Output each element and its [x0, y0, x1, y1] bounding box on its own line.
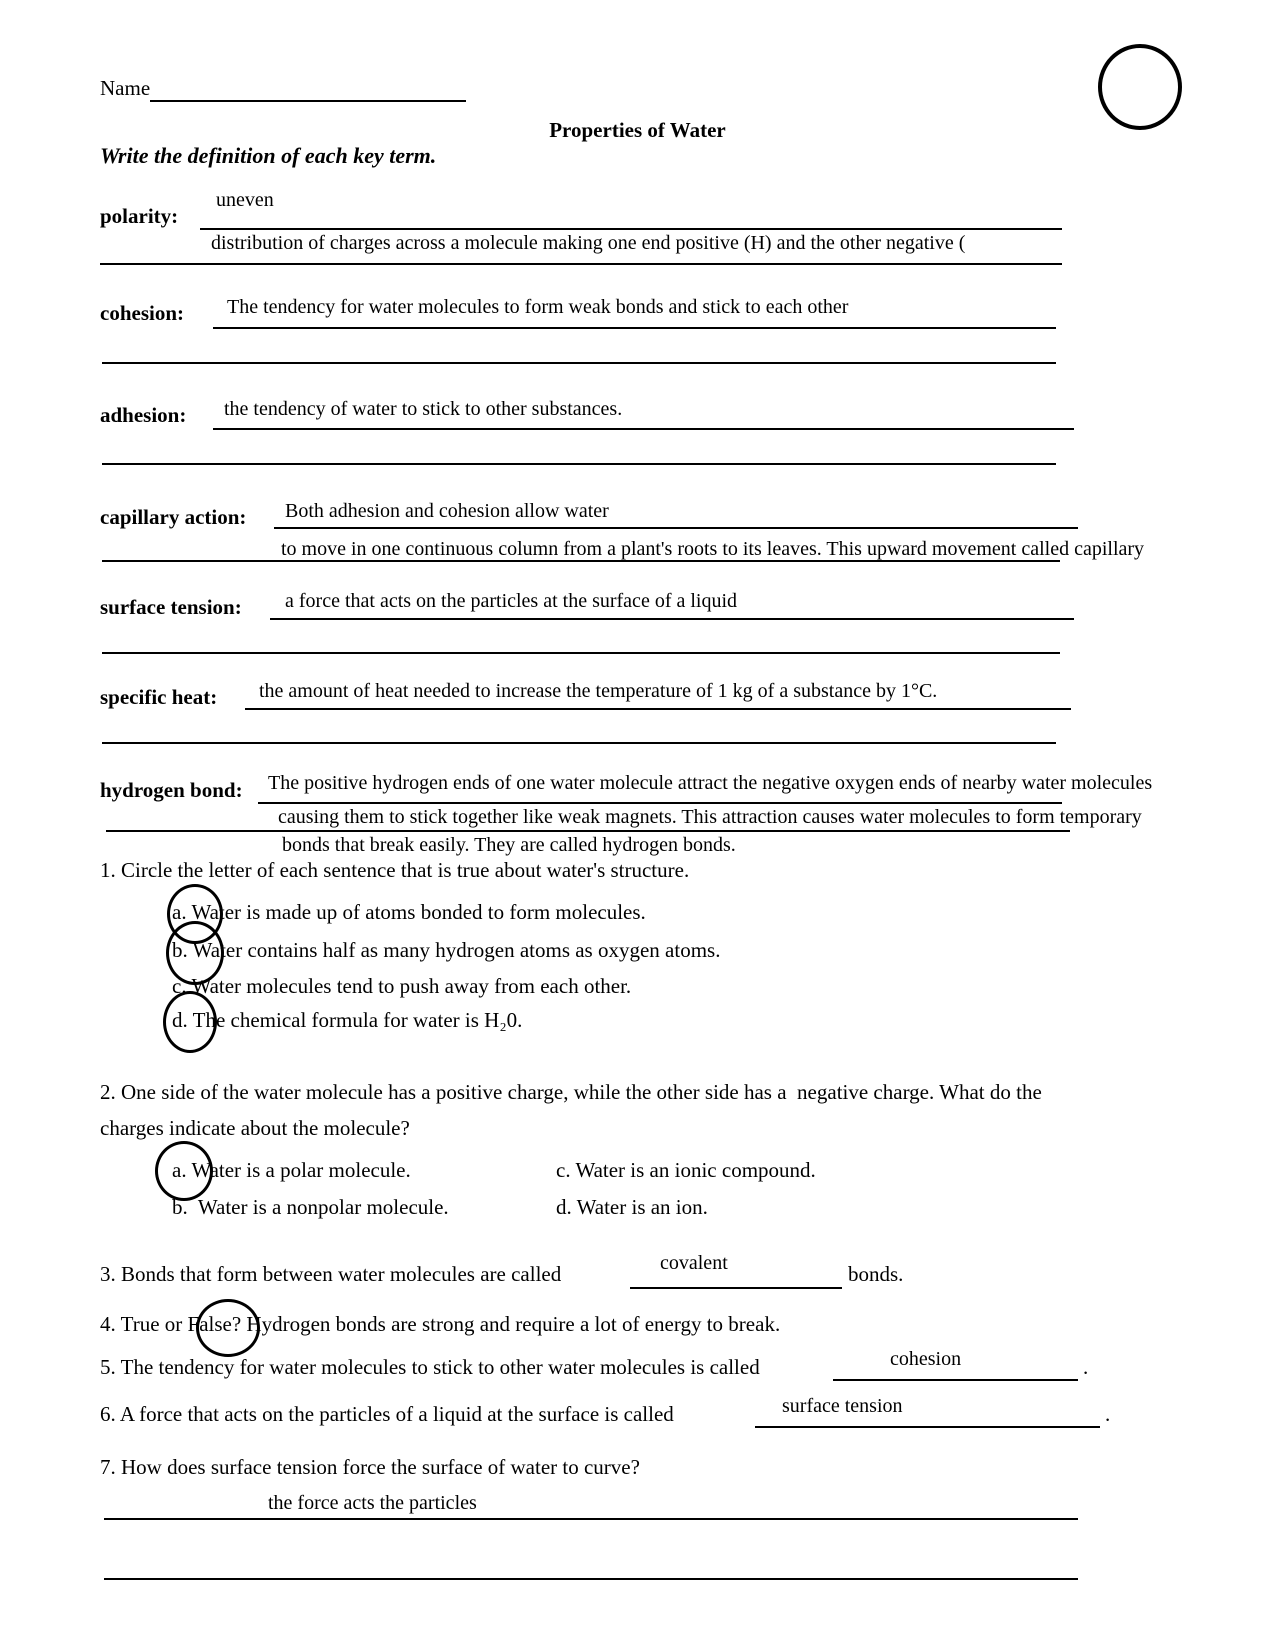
answer-specific-heat: the amount of heat needed to increase the temperature of 1 kg of a substance by 1°C.	[259, 680, 938, 702]
q2-option-d: d. Water is an ion.	[556, 1195, 708, 1219]
answer-line	[100, 263, 1062, 265]
answer-hydrogen-line3: bonds that break easily. They are called hydrogen bonds.	[282, 834, 736, 856]
answer-line	[102, 560, 1060, 562]
term-label-surface-tension: surface tension:	[100, 595, 242, 619]
answer-line	[102, 362, 1056, 364]
q1-option-a: a. Water is made up of atoms bonded to form molecules.	[172, 900, 646, 924]
term-label-capillary-action: capillary action:	[100, 505, 247, 529]
answer-circle-q2a	[155, 1141, 213, 1201]
answer-line	[274, 527, 1078, 529]
answer-line	[200, 228, 1062, 230]
instruction-text: Write the definition of each key term.	[100, 143, 437, 168]
answer-circle-q1d	[163, 991, 217, 1053]
answer-circle-q4-false	[196, 1299, 260, 1357]
answer-line	[102, 652, 1060, 654]
page-title: Properties of Water	[549, 118, 726, 142]
answer-line	[630, 1287, 842, 1289]
answer-line	[106, 830, 1070, 832]
question-4-text: 4. True or False? Hydrogen bonds are strong and require a lot of energy to break.	[100, 1312, 781, 1336]
term-label-cohesion: cohesion:	[100, 301, 184, 325]
answer-polarity-line1: uneven	[216, 189, 274, 211]
q1-option-c: c. Water molecules tend to push away from each other.	[172, 974, 632, 998]
q3-suffix: bonds.	[848, 1262, 904, 1286]
answer-circle-q1b	[166, 921, 224, 985]
name-label: Name	[100, 76, 151, 100]
answer-capillary-line1: Both adhesion and cohesion allow water	[285, 500, 609, 522]
answer-line	[245, 708, 1071, 710]
answer-line	[270, 618, 1074, 620]
answer-line	[104, 1578, 1078, 1580]
question-1-text: 1. Circle the letter of each sentence that is true about water's structure.	[100, 858, 690, 882]
q1-option-b: b. Water contains half as many hydrogen atoms as oxygen atoms.	[172, 938, 721, 962]
answer-adhesion: the tendency of water to stick to other substances.	[224, 398, 623, 420]
answer-line	[755, 1426, 1100, 1428]
answer-surface-tension: a force that acts on the particles at the surface of a liquid	[285, 590, 738, 612]
q2-option-a: a. Water is a polar molecule.	[172, 1158, 411, 1182]
term-label-adhesion: adhesion:	[100, 403, 187, 427]
question-2-line1: 2. One side of the water molecule has a positive charge, while the other side has a negative charge. What do the	[100, 1080, 1042, 1104]
answer-line	[104, 1518, 1078, 1520]
answer-line	[102, 742, 1056, 744]
question-2-line2: charges indicate about the molecule?	[100, 1116, 410, 1140]
answer-line	[258, 802, 1062, 804]
question-5-text: 5. The tendency for water molecules to stick to other water molecules is called	[100, 1355, 760, 1379]
question-7-text: 7. How does surface tension force the surface of water to curve?	[100, 1455, 640, 1479]
answer-capillary-line2: to move in one continuous column from a plant's roots to its leaves. This upward movement called capillary	[281, 538, 1145, 560]
q5-answer: cohesion	[890, 1348, 962, 1370]
name-blank-line	[150, 100, 466, 102]
answer-line	[833, 1379, 1078, 1381]
answer-cohesion: The tendency for water molecules to form weak bonds and stick to each other	[227, 296, 849, 318]
q7-answer: the force acts the particles	[268, 1492, 477, 1514]
q6-answer: surface tension	[782, 1395, 903, 1417]
q3-answer: covalent	[660, 1252, 728, 1274]
answer-hydrogen-line2: causing them to stick together like weak magnets. This attraction causes water molecules to form temporary	[278, 806, 1142, 828]
question-6-text: 6. A force that acts on the particles of a liquid at the surface is called	[100, 1402, 674, 1426]
question-3-text: 3. Bonds that form between water molecules are called	[100, 1262, 562, 1286]
term-label-specific-heat: specific heat:	[100, 685, 218, 709]
q5-suffix: .	[1083, 1355, 1089, 1379]
q1-option-d: d. The chemical formula for water is H₂0.	[172, 1008, 523, 1032]
answer-polarity-line2: distribution of charges across a molecule making one end positive (H) and the other negative (	[211, 232, 966, 254]
answer-line	[102, 463, 1056, 465]
answer-line	[213, 327, 1056, 329]
q6-suffix: .	[1105, 1402, 1111, 1426]
term-label-hydrogen-bond: hydrogen bond:	[100, 778, 243, 802]
q2-option-b: b. Water is a nonpolar molecule.	[172, 1195, 449, 1219]
q2-option-c: c. Water is an ionic compound.	[556, 1158, 816, 1182]
term-label-polarity: polarity:	[100, 204, 179, 228]
answer-line	[213, 428, 1074, 430]
answer-hydrogen-line1: The positive hydrogen ends of one water molecule attract the negative oxygen ends of nearby water molecules	[268, 772, 1153, 794]
